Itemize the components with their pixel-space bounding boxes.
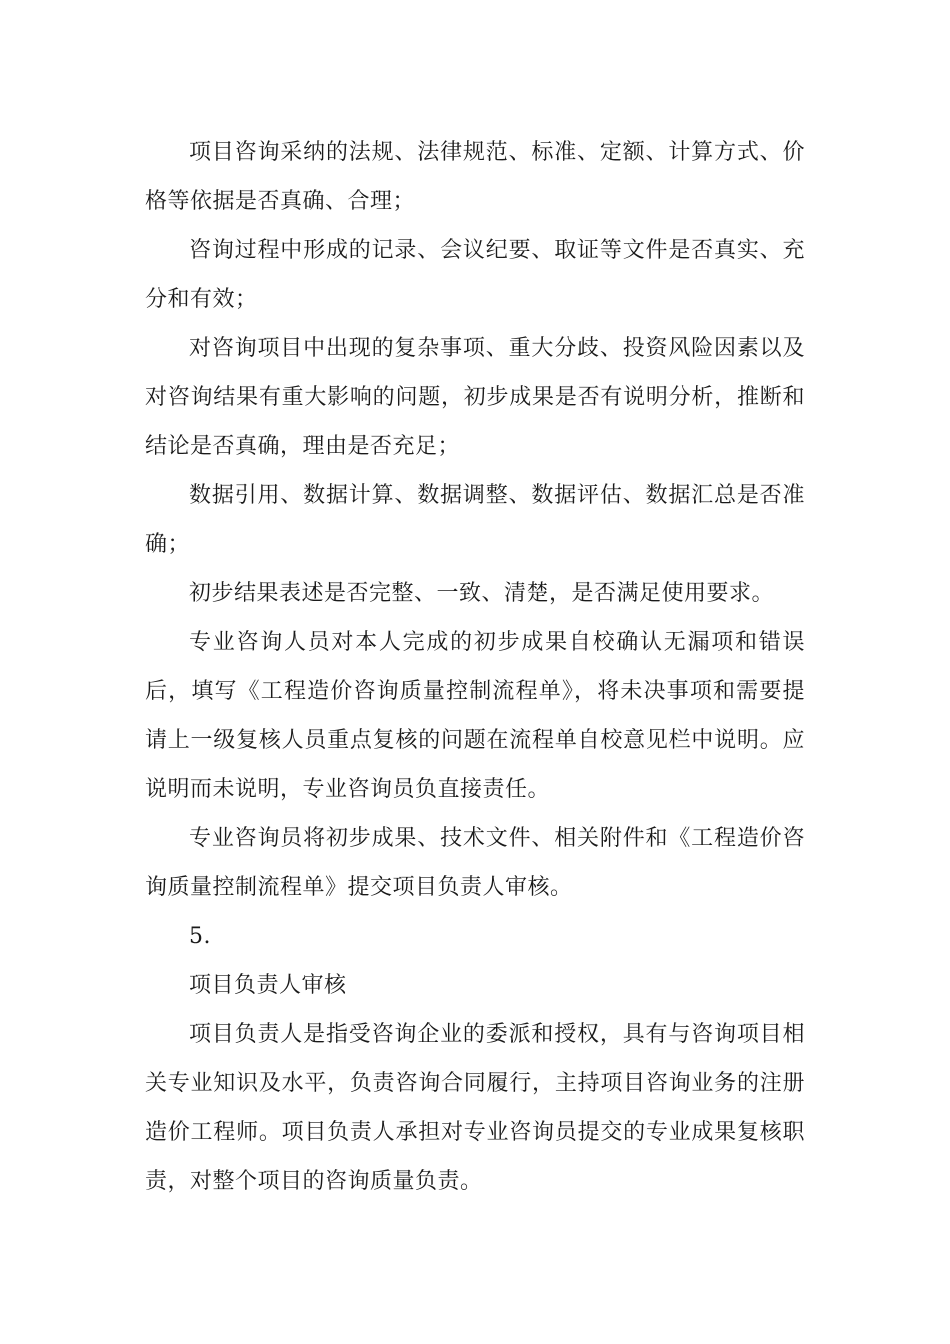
- section-number: 5.: [189, 924, 211, 949]
- paragraph-data-check: 数据引用、数据计算、数据调整、数据评估、数据汇总是否准确；: [145, 483, 805, 557]
- paragraph-project-lead: 项目负责人是指受咨询企业的委派和授权，具有与咨询项目相关专业知识及水平，负责咨询合同履行，主持项目咨询业务的注册造价工程师。项目负责人承担对专业咨询员提交的专业成果复核职责，对整个项目的咨询质量负责。: [145, 1022, 805, 1194]
- paragraph-basis-check: 项目咨询采纳的法规、法律规范、标准、定额、计算方式、价格等依据是否真确、合理；: [145, 140, 805, 214]
- paragraph-submission: 专业咨询员将初步成果、技术文件、相关附件和《工程造价咨询质量控制流程单》提交项目负责人审核。: [145, 826, 805, 900]
- paragraph-records-check: 咨询过程中形成的记录、会议纪要、取证等文件是否真实、充分和有效；: [145, 238, 805, 312]
- paragraph-result-check: 初步结果表述是否完整、一致、清楚，是否满足使用要求。: [189, 581, 775, 606]
- paragraph-issues-check: 对咨询项目中出现的复杂事项、重大分歧、投资风险因素以及对咨询结果有重大影响的问题，初步成果是否有说明分析，推断和结论是否真确，理由是否充足；: [145, 336, 805, 459]
- document-body: [145, 128, 805, 1206]
- section-heading: 项目负责人审核: [189, 973, 347, 998]
- paragraph-self-check: 专业咨询人员对本人完成的初步成果自校确认无漏项和错误后，填写《工程造价咨询质量控制流程单》，将未决事项和需要提请上一级复核人员重点复核的问题在流程单自校意见栏中说明。应说明而未说明，专业咨询员负直接责任。: [145, 630, 805, 802]
